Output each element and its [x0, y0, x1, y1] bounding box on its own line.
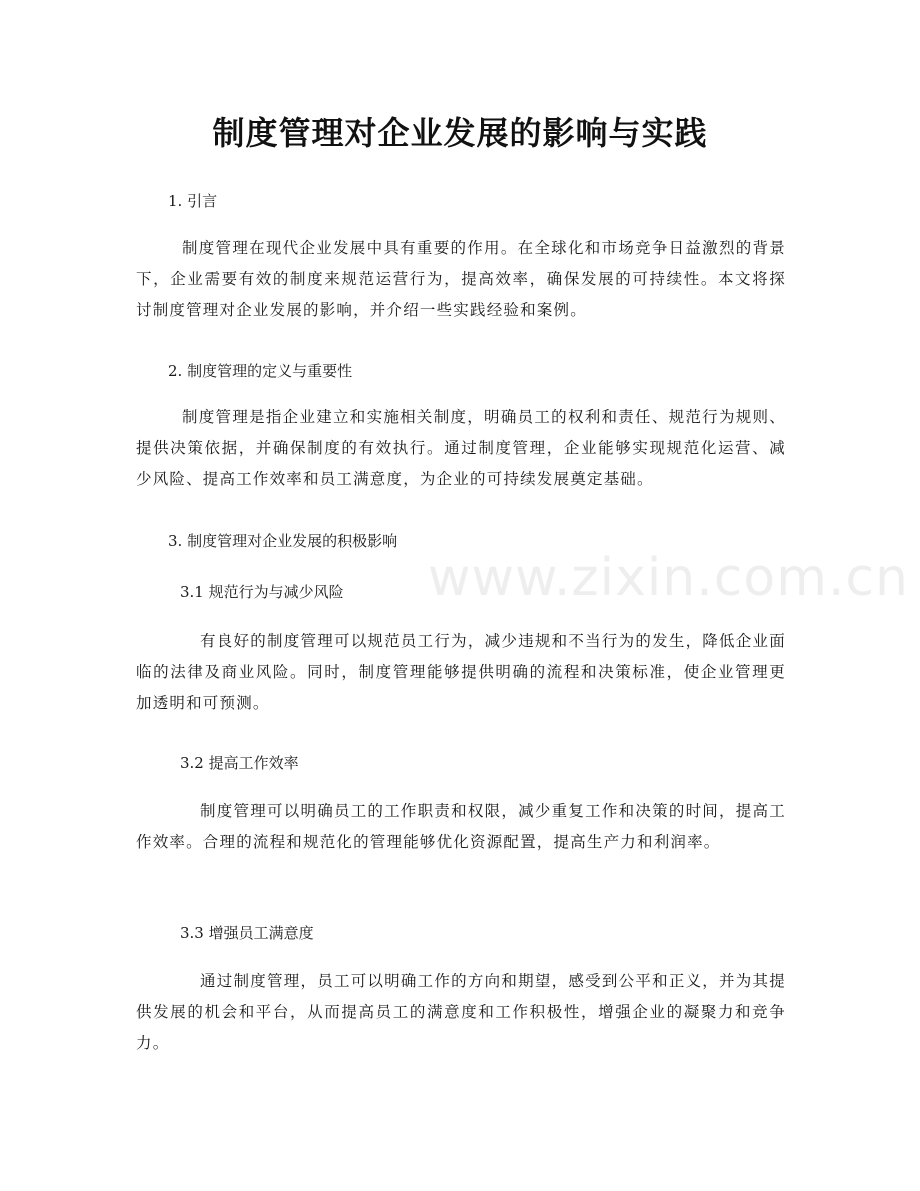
- section-heading-definition: 2. 制度管理的定义与重要性: [168, 362, 353, 380]
- watermark: www.zixin.com.cn: [428, 548, 909, 608]
- document-title: 制度管理对企业发展的影响与实践: [212, 114, 708, 152]
- section-paragraph-definition: 制度管理是指企业建立和实施相关制度，明确员工的权利和责任、规范行为规则、提供决策依据，并确保制度的有效执行。通过制度管理，企业能够实现规范化运营、减少风险、提高工作效率和员工满意度，为企业的可持续发展奠定基础。: [136, 408, 786, 488]
- subsection-paragraph-risk: 有良好的制度管理可以规范员工行为，减少违规和不当行为的发生，降低企业面临的法律及商业风险。同时，制度管理能够提供明确的流程和决策标准，使企业管理更加透明和可预测。: [136, 632, 786, 712]
- subsection-heading-efficiency: 3.2 提高工作效率: [180, 754, 299, 772]
- subsection-heading-satisfaction: 3.3 增强员工满意度: [180, 924, 314, 942]
- subsection-heading-risk: 3.1 规范行为与减少风险: [180, 583, 344, 601]
- subsection-paragraph-satisfaction: 通过制度管理，员工可以明确工作的方向和期望，感受到公平和正义，并为其提供发展的机会和平台，从而提高员工的满意度和工作积极性，增强企业的凝聚力和竞争力。: [136, 972, 786, 1052]
- section-paragraph-intro: 制度管理在现代企业发展中具有重要的作用。在全球化和市场竞争日益激烈的背景下，企业需要有效的制度来规范运营行为，提高效率，确保发展的可持续性。本文将探讨制度管理对企业发展的影响，并介绍一些实践经验和案例。: [136, 239, 786, 319]
- subsection-paragraph-efficiency: 制度管理可以明确员工的工作职责和权限，减少重复工作和决策的时间，提高工作效率。合理的流程和规范化的管理能够优化资源配置，提高生产力和利润率。: [136, 802, 786, 851]
- section-heading-impact: 3. 制度管理对企业发展的积极影响: [168, 532, 398, 550]
- section-heading-intro: 1. 引言: [168, 192, 218, 210]
